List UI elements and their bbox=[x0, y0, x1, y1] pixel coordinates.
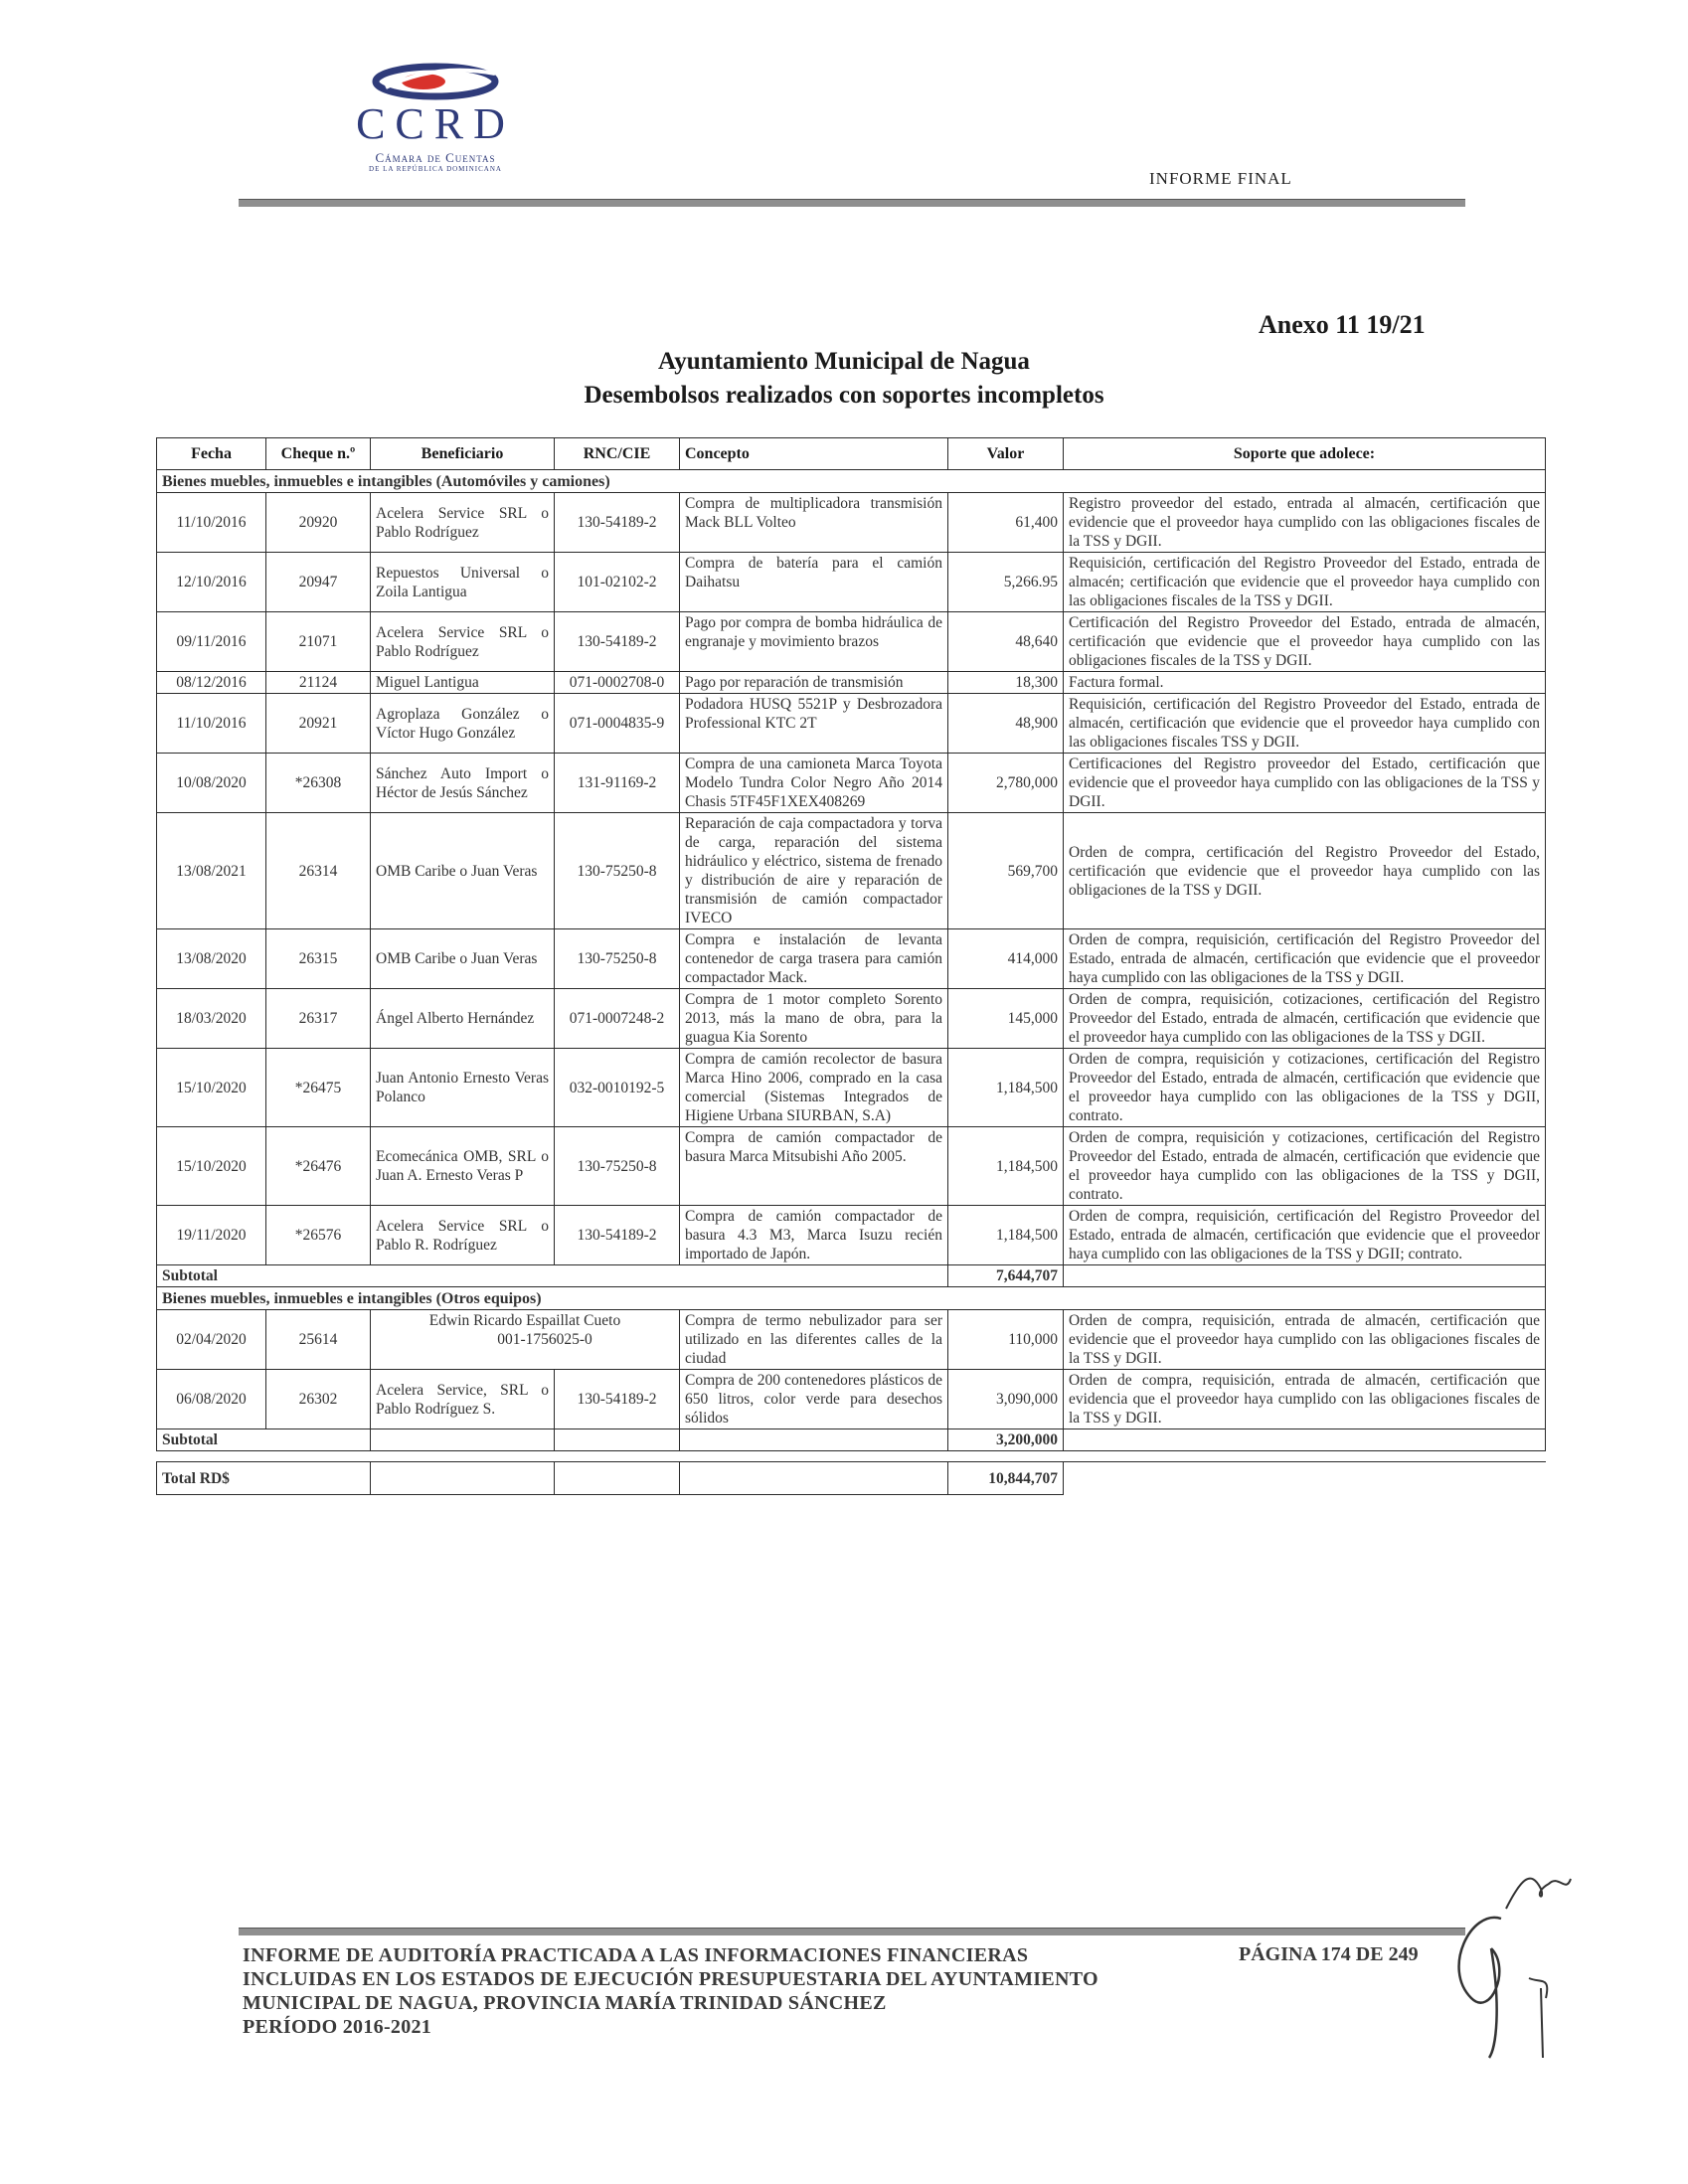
table-row bbox=[157, 1370, 1546, 1429]
section-row-vehicles bbox=[157, 470, 1546, 493]
cell-concepto: Compra de 1 motor completo Sorento 2013, más la mano de obra, para la guagua Kia Sorento bbox=[680, 989, 948, 1049]
cell-fecha: 15/10/2020 bbox=[157, 1127, 266, 1206]
total-row bbox=[157, 1462, 1546, 1495]
page-subtitle: Desembolsos realizados con soportes incompletos bbox=[584, 382, 1104, 409]
cell-beneficiario: Ángel Alberto Hernández bbox=[371, 989, 555, 1049]
footer-rule bbox=[239, 1928, 1465, 1935]
logo-country: DE LA REPÚBLICA DOMINICANA bbox=[369, 165, 502, 173]
cell-cheque: *26576 bbox=[266, 1206, 371, 1265]
cell-valor: 48,640 bbox=[948, 612, 1064, 672]
cell-fecha: 13/08/2020 bbox=[157, 929, 266, 989]
cell-fecha: 11/10/2016 bbox=[157, 694, 266, 754]
empty-cell bbox=[680, 1462, 948, 1495]
cell-valor: 569,700 bbox=[948, 813, 1064, 929]
cell-soporte: Orden de compra, requisición, cotizaciones, certificación del Registro Proveedor del Estado, entrada de almacén, certificación que evidencie que el proveedor haya cumplido con las obligaciones de la TSS y DGII. bbox=[1064, 989, 1546, 1049]
footer-line: MUNICIPAL DE NAGUA, PROVINCIA MARÍA TRINIDAD SÁNCHEZ bbox=[243, 1992, 887, 2014]
subtotal-label: Subtotal bbox=[157, 1429, 371, 1451]
subtotal-row bbox=[157, 1265, 1546, 1287]
page-number: PÁGINA 174 DE 249 bbox=[1239, 1943, 1419, 1965]
cell-concepto: Compra de multiplicadora transmisión Mack BLL Volteo bbox=[680, 493, 948, 553]
cell-fecha: 06/08/2020 bbox=[157, 1370, 266, 1429]
footer-line: INCLUIDAS EN LOS ESTADOS DE EJECUCIÓN PRESUPUESTARIA DEL AYUNTAMIENTO bbox=[243, 1968, 1098, 1990]
cell-beneficiario: Miguel Lantigua bbox=[371, 672, 555, 694]
cell-fecha: 02/04/2020 bbox=[157, 1310, 266, 1370]
table-row bbox=[157, 694, 1546, 754]
cell-valor: 145,000 bbox=[948, 989, 1064, 1049]
cell-cheque: *26475 bbox=[266, 1049, 371, 1127]
table-row bbox=[157, 1127, 1546, 1206]
table-row bbox=[157, 672, 1546, 694]
cell-soporte: Orden de compra, requisición y cotizaciones, certificación del Registro Proveedor del Estado, entrada de almacén, certificación que evidencie que el proveedor haya cumplido con las obligaciones de la TSS y DGII, contrato. bbox=[1064, 1049, 1546, 1127]
subtotal-row bbox=[157, 1429, 1546, 1451]
cell-rnc: 130-75250-8 bbox=[555, 1127, 680, 1206]
cell-cheque: 20947 bbox=[266, 553, 371, 612]
cell-valor: 414,000 bbox=[948, 929, 1064, 989]
table-row bbox=[157, 553, 1546, 612]
cell-concepto: Reparación de caja compactadora y torva de carga, reparación del sistema hidráulico y eléctrico, sistema de frenado y distribución de aire y reparación de transmisión de camión compactador IVECO bbox=[680, 813, 948, 929]
cell-soporte: Factura formal. bbox=[1064, 672, 1546, 694]
section-title: Bienes muebles, inmuebles e intangibles (Otros equipos) bbox=[157, 1287, 1546, 1310]
cell-beneficiario: Acelera Service SRL o Pablo Rodríguez bbox=[371, 493, 555, 553]
logo-name: Cámara de Cuentas bbox=[375, 150, 496, 165]
cell-fecha: 12/10/2016 bbox=[157, 553, 266, 612]
cell-beneficiario: Acelera Service SRL o Pablo Rodríguez bbox=[371, 612, 555, 672]
table-subtotal-vehicles bbox=[157, 1265, 1546, 1310]
total-value: 10,844,707 bbox=[948, 1462, 1064, 1495]
header-rule bbox=[239, 199, 1465, 207]
table-row bbox=[157, 1206, 1546, 1265]
cell-rnc: 071-0002708-0 bbox=[555, 672, 680, 694]
subtotal-value: 3,200,000 bbox=[948, 1429, 1064, 1451]
cell-concepto: Compra e instalación de levanta contenedor de carga trasera para camión compactador Mack. bbox=[680, 929, 948, 989]
cell-rnc: 032-0010192-5 bbox=[555, 1049, 680, 1127]
ccrd-logo bbox=[316, 58, 555, 173]
empty-cell bbox=[680, 1429, 948, 1451]
table-row bbox=[157, 929, 1546, 989]
empty-cell bbox=[555, 1429, 680, 1451]
cell-fecha: 10/08/2020 bbox=[157, 754, 266, 813]
section-row-other-equipment bbox=[157, 1287, 1546, 1310]
cell-rnc: 130-54189-2 bbox=[555, 1206, 680, 1265]
table-row bbox=[157, 493, 1546, 553]
header-beneficiario: Beneficiario bbox=[371, 438, 555, 470]
cell-soporte: Orden de compra, requisición y cotizaciones, certificación del Registro Proveedor del Estado, entrada de almacén, certificación que evidencie que el proveedor haya cumplido con las obligaciones de la TSS y DGII, contrato. bbox=[1064, 1127, 1546, 1206]
cell-fecha: 15/10/2020 bbox=[157, 1049, 266, 1127]
cell-concepto: Compra de una camioneta Marca Toyota Modelo Tundra Color Negro Año 2014 Chasis 5TF45F1XEX408269 bbox=[680, 754, 948, 813]
header-concepto: Concepto bbox=[680, 438, 948, 470]
cell-soporte: Orden de compra, requisición, entrada de almacén, certificación que evidencia que el proveedor haya cumplido con las obligaciones fiscales de la TSS y DGII. bbox=[1064, 1370, 1546, 1429]
cell-fecha: 18/03/2020 bbox=[157, 989, 266, 1049]
cell-soporte: Certificación del Registro Proveedor del Estado, entrada de almacén, certificación que evidencie que el proveedor haya cumplido con las obligaciones fiscales de la TSS y DGII. bbox=[1064, 612, 1546, 672]
cell-cheque: 20920 bbox=[266, 493, 371, 553]
cell-valor: 1,184,500 bbox=[948, 1206, 1064, 1265]
table-body-vehicles bbox=[157, 470, 1546, 1265]
section-title: Bienes muebles, inmuebles e intangibles (Automóviles y camiones) bbox=[157, 470, 1546, 493]
table-row bbox=[157, 612, 1546, 672]
page-title: Ayuntamiento Municipal de Nagua bbox=[658, 348, 1030, 375]
header-rnc: RNC/CIE bbox=[555, 438, 680, 470]
cell-fecha: 08/12/2016 bbox=[157, 672, 266, 694]
cell-rnc: 071-0004835-9 bbox=[555, 694, 680, 754]
table-header-row bbox=[157, 438, 1546, 470]
cell-soporte: Requisición, certificación del Registro Proveedor del Estado, entrada de almacén; certificación que evidencie que el proveedor haya cumplido con las obligaciones fiscales de la TSS y DGII. bbox=[1064, 553, 1546, 612]
cell-concepto: Compra de camión compactador de basura Marca Mitsubishi Año 2005. bbox=[680, 1127, 948, 1206]
cell-rnc: 071-0007248-2 bbox=[555, 989, 680, 1049]
cell-cheque: 21124 bbox=[266, 672, 371, 694]
header-soporte: Soporte que adolece: bbox=[1064, 438, 1546, 470]
cell-fecha: 09/11/2016 bbox=[157, 612, 266, 672]
table-totals bbox=[157, 1429, 1546, 1495]
cell-soporte: Certificaciones del Registro proveedor del Estado, certificación que evidencie que el proveedor haya cumplido con las obligaciones de la TSS y DGII. bbox=[1064, 754, 1546, 813]
cell-concepto: Compra de camión compactador de basura 4.3 M3, Marca Isuzu recién importado de Japón. bbox=[680, 1206, 948, 1265]
cell-beneficiario: Repuestos Universal o Zoila Lantigua bbox=[371, 553, 555, 612]
cell-valor: 110,000 bbox=[948, 1310, 1064, 1370]
header-cheque: Cheque n.º bbox=[266, 438, 371, 470]
cell-soporte: Requisición, certificación del Registro Proveedor del Estado, entrada de almacén, certificación que evidencie que el proveedor haya cumplido con las obligaciones fiscales TSS y DGII. bbox=[1064, 694, 1546, 754]
total-label: Total RD$ bbox=[157, 1462, 371, 1495]
cell-valor: 1,184,500 bbox=[948, 1127, 1064, 1206]
cell-cheque: 26317 bbox=[266, 989, 371, 1049]
cell-beneficiario: Acelera Service SRL o Pablo R. Rodríguez bbox=[371, 1206, 555, 1265]
cell-beneficiario: Acelera Service, SRL o Pablo Rodríguez S. bbox=[371, 1370, 555, 1429]
cell-beneficiario: Sánchez Auto Import o Héctor de Jesús Sánchez bbox=[371, 754, 555, 813]
cell-beneficiario: Ecomecánica OMB, SRL o Juan A. Ernesto Veras P bbox=[371, 1127, 555, 1206]
cell-cheque: 26315 bbox=[266, 929, 371, 989]
empty-cell bbox=[1064, 1265, 1546, 1287]
table-row bbox=[157, 754, 1546, 813]
cell-valor: 1,184,500 bbox=[948, 1049, 1064, 1127]
footer-line: INFORME DE AUDITORÍA PRACTICADA A LAS INFORMACIONES FINANCIERAS bbox=[243, 1944, 1029, 1966]
logo-emblem-icon bbox=[366, 58, 505, 105]
cell-beneficiario: Agroplaza González o Víctor Hugo González bbox=[371, 694, 555, 754]
table-row bbox=[157, 1049, 1546, 1127]
cell-cheque: 21071 bbox=[266, 612, 371, 672]
cell-valor: 48,900 bbox=[948, 694, 1064, 754]
cell-cheque: 20921 bbox=[266, 694, 371, 754]
cell-cheque: *26476 bbox=[266, 1127, 371, 1206]
cell-concepto: Pago por reparación de transmisión bbox=[680, 672, 948, 694]
empty-cell bbox=[371, 1429, 555, 1451]
cell-valor: 5,266.95 bbox=[948, 553, 1064, 612]
cell-fecha: 11/10/2016 bbox=[157, 493, 266, 553]
empty-cell bbox=[371, 1462, 555, 1495]
header-fecha: Fecha bbox=[157, 438, 266, 470]
annex-label: Anexo 11 19/21 bbox=[1259, 310, 1426, 339]
beneficiary-id: 001-1756025-0 bbox=[497, 1331, 592, 1348]
report-label: INFORME FINAL bbox=[1149, 169, 1292, 188]
handwritten-signature-icon bbox=[1432, 1849, 1581, 2068]
cell-valor: 3,090,000 bbox=[948, 1370, 1064, 1429]
cell-concepto: Compra de camión recolector de basura Marca Hino 2006, comprado en la casa comercial (Sistemas Integrados de Higiene Urbana SIURBAN, S.A) bbox=[680, 1049, 948, 1127]
cell-concepto: Compra de 200 contenedores plásticos de 650 litros, color verde para desechos sólidos bbox=[680, 1370, 948, 1429]
cell-rnc: 130-54189-2 bbox=[555, 612, 680, 672]
cell-cheque: 25614 bbox=[266, 1310, 371, 1370]
table-body-other bbox=[157, 1310, 1546, 1429]
empty-cell bbox=[555, 1462, 680, 1495]
spacer-cell bbox=[157, 1451, 1546, 1462]
spacer-row bbox=[157, 1451, 1546, 1462]
cell-concepto: Compra de batería para el camión Daihatsu bbox=[680, 553, 948, 612]
cell-concepto: Compra de termo nebulizador para ser utilizado en las diferentes calles de la ciudad bbox=[680, 1310, 948, 1370]
empty-cell bbox=[1064, 1462, 1546, 1495]
cell-valor: 61,400 bbox=[948, 493, 1064, 553]
empty-cell bbox=[1064, 1429, 1546, 1451]
cell-concepto: Podadora HUSQ 5521P y Desbrozadora Professional KTC 2T bbox=[680, 694, 948, 754]
footer-line: PERÍODO 2016-2021 bbox=[243, 2016, 432, 2038]
beneficiary-name: Edwin Ricardo Espaillat Cueto bbox=[428, 1312, 621, 1329]
cell-concepto: Pago por compra de bomba hidráulica de engranaje y movimiento brazos bbox=[680, 612, 948, 672]
cell-valor: 2,780,000 bbox=[948, 754, 1064, 813]
table-row bbox=[157, 989, 1546, 1049]
header-valor: Valor bbox=[948, 438, 1064, 470]
cell-fecha: 19/11/2020 bbox=[157, 1206, 266, 1265]
cell-beneficiario: Juan Antonio Ernesto Veras Polanco bbox=[371, 1049, 555, 1127]
table-row bbox=[157, 813, 1546, 929]
cell-fecha: 13/08/2021 bbox=[157, 813, 266, 929]
cell-soporte: Orden de compra, requisición, entrada de almacén, certificación que evidencie que el proveedor haya cumplido con las obligaciones fiscales de la TSS y DGII. bbox=[1064, 1310, 1546, 1370]
cell-rnc: 101-02102-2 bbox=[555, 553, 680, 612]
cell-rnc: 130-54189-2 bbox=[555, 1370, 680, 1429]
disbursements-table bbox=[156, 437, 1546, 1495]
footer-report-title bbox=[243, 1943, 1217, 2039]
table-row bbox=[157, 1310, 1546, 1370]
cell-beneficiario bbox=[371, 1310, 680, 1370]
cell-cheque: 26302 bbox=[266, 1370, 371, 1429]
subtotal-label: Subtotal bbox=[157, 1265, 948, 1287]
cell-soporte: Registro proveedor del estado, entrada al almacén, certificación que evidencie que el proveedor haya cumplido con las obligaciones fiscales de la TSS y DGII. bbox=[1064, 493, 1546, 553]
logo-acronym: CCRD bbox=[356, 99, 515, 148]
cell-soporte: Orden de compra, certificación del Registro Proveedor del Estado, certificación que evidencie que el proveedor haya cumplido con las obligaciones de la TSS y DGII. bbox=[1064, 813, 1546, 929]
subtotal-value: 7,644,707 bbox=[948, 1265, 1064, 1287]
cell-rnc: 130-75250-8 bbox=[555, 813, 680, 929]
cell-cheque: 26314 bbox=[266, 813, 371, 929]
cell-beneficiario: OMB Caribe o Juan Veras bbox=[371, 929, 555, 989]
cell-rnc: 131-91169-2 bbox=[555, 754, 680, 813]
cell-soporte: Orden de compra, requisición, certificación del Registro Proveedor del Estado, entrada de almacén, certificación que evidencie que el proveedor haya cumplido con las obligaciones de la TSS y DGII. bbox=[1064, 929, 1546, 989]
cell-rnc: 130-54189-2 bbox=[555, 493, 680, 553]
cell-cheque: *26308 bbox=[266, 754, 371, 813]
cell-beneficiario: OMB Caribe o Juan Veras bbox=[371, 813, 555, 929]
cell-soporte: Orden de compra, requisición, certificación del Registro Proveedor del Estado, entrada de almacén, certificación que evidencie que el proveedor haya cumplido con las obligaciones de la TSS y DGII; contrato. bbox=[1064, 1206, 1546, 1265]
cell-valor: 18,300 bbox=[948, 672, 1064, 694]
cell-rnc: 130-75250-8 bbox=[555, 929, 680, 989]
